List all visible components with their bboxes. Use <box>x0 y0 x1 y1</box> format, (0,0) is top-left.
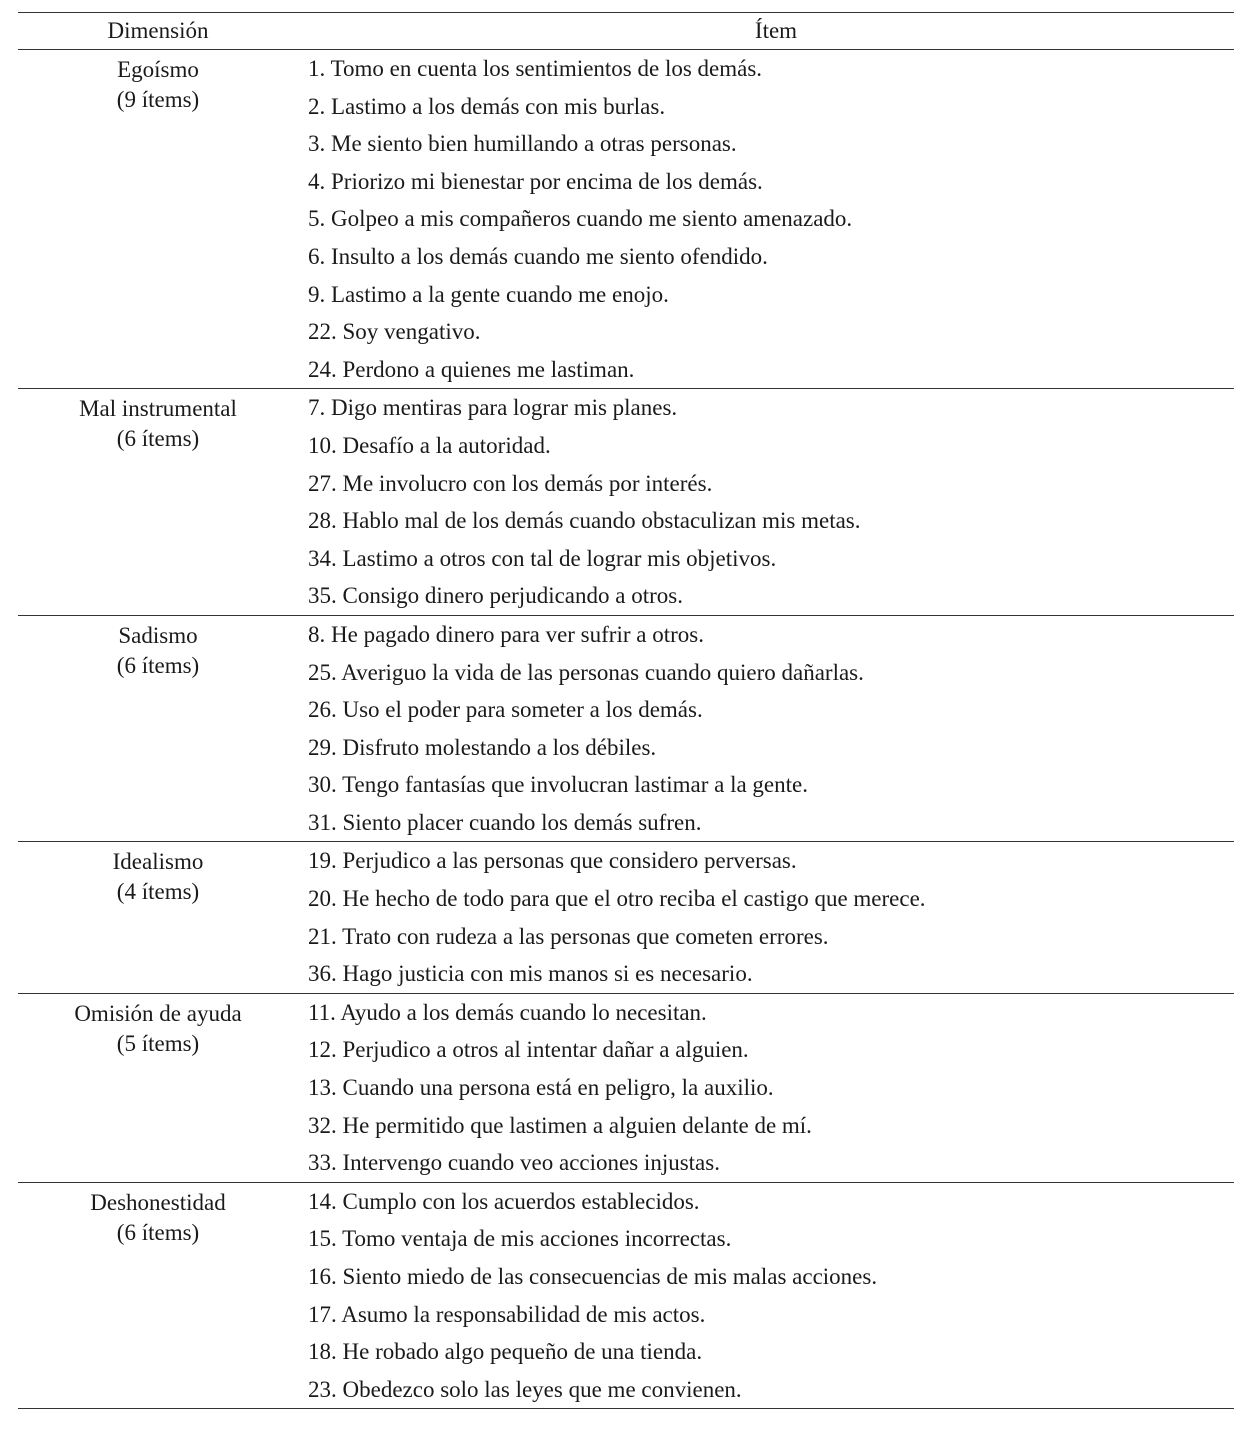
item-row: 1. Tomo en cuenta los sentimientos de los demás. <box>308 56 763 81</box>
dimension-group <box>18 616 1234 843</box>
item-row: 19. Perjudico a las personas que considero perversas. <box>308 848 797 874</box>
dimension-cell <box>18 50 298 388</box>
dimension-item-count: (5 ítems) <box>116 1030 200 1056</box>
item-row: 35. Consigo dinero perjudicando a otros. <box>308 583 683 609</box>
item-row: 28. Hablo mal de los demás cuando obstaculizan mis metas. <box>308 508 861 534</box>
item-row: 8. He pagado dinero para ver sufrir a otros. <box>308 621 704 647</box>
dimension-item-count: (6 ítems) <box>116 426 200 452</box>
table-body <box>18 50 1234 1408</box>
dimension-cell <box>18 389 298 615</box>
item-row: 13. Cuando una persona está en peligro, la auxilio. <box>308 1075 774 1101</box>
items-cell <box>298 842 1234 992</box>
item-row: 32. He permitido que lastimen a alguien delante de mí. <box>308 1112 812 1138</box>
item-row: 36. Hago justicia con mis manos si es necesario. <box>308 961 753 987</box>
dimension-name: Omisión de ayuda <box>74 1000 242 1026</box>
dimension-group <box>18 50 1234 389</box>
header-item: Ítem <box>754 18 798 43</box>
item-row: 21. Trato con rudeza a las personas que cometen errores. <box>308 923 829 949</box>
item-row: 27. Me involucro con los demás por interés. <box>308 470 713 496</box>
item-row: 5. Golpeo a mis compañeros cuando me siento amenazado. <box>308 206 853 232</box>
item-row: 3. Me siento bien humillando a otras personas. <box>308 131 737 157</box>
table-header-row <box>18 13 1234 50</box>
item-row: 23. Obedezco solo las leyes que me convienen. <box>308 1376 742 1402</box>
dimension-group <box>18 389 1234 616</box>
item-row: 34. Lastimo a otros con tal de lograr mis objetivos. <box>308 545 777 571</box>
item-row: 14. Cumplo con los acuerdos establecidos. <box>308 1188 700 1214</box>
dimension-name: Mal instrumental <box>79 396 237 422</box>
item-row: 30. Tengo fantasías que involucran lastimar a la gente. <box>308 772 808 798</box>
item-row: 26. Uso el poder para someter a los demás. <box>308 697 703 723</box>
item-row: 9. Lastimo a la gente cuando me enojo. <box>308 281 669 307</box>
dimension-item-count: (6 ítems) <box>116 1219 200 1245</box>
item-row: 25. Averiguo la vida de las personas cuando quiero dañarlas. <box>308 659 864 685</box>
items-table <box>18 12 1234 1409</box>
items-cell <box>298 389 1234 615</box>
dimension-cell <box>18 842 298 992</box>
item-row: 31. Siento placer cuando los demás sufren. <box>308 809 702 835</box>
dimension-name: Egoísmo <box>117 57 199 82</box>
dimension-item-count: (9 ítems) <box>116 87 200 112</box>
dimension-item-count: (6 ítems) <box>116 652 200 678</box>
dimension-name: Idealismo <box>112 849 204 875</box>
dimension-name: Deshonestidad <box>90 1189 226 1215</box>
item-row: 33. Intervengo cuando veo acciones injustas. <box>308 1150 720 1176</box>
dimension-item-count: (4 ítems) <box>116 879 200 905</box>
item-row: 12. Perjudico a otros al intentar dañar a alguien. <box>308 1037 749 1063</box>
item-row: 10. Desafío a la autoridad. <box>308 432 551 458</box>
dimension-group <box>18 842 1234 993</box>
item-row: 4. Priorizo mi bienestar por encima de los demás. <box>308 168 763 194</box>
dimension-group <box>18 1183 1234 1409</box>
header-dimension: Dimensión <box>107 18 209 43</box>
dimension-cell <box>18 1183 298 1409</box>
dimension-cell <box>18 994 298 1182</box>
items-cell <box>298 616 1234 842</box>
item-row: 7. Digo mentiras para lograr mis planes. <box>308 395 678 421</box>
item-row: 22. Soy vengativo. <box>308 319 481 345</box>
items-cell <box>298 994 1234 1182</box>
item-row: 11. Ayudo a los demás cuando lo necesitan. <box>308 999 707 1025</box>
item-row: 16. Siento miedo de las consecuencias de mis malas acciones. <box>308 1264 878 1289</box>
dimension-cell <box>18 616 298 842</box>
item-row: 2. Lastimo a los demás con mis burlas. <box>308 93 666 119</box>
dimension-name: Sadismo <box>118 622 198 648</box>
dimension-group <box>18 994 1234 1183</box>
items-cell <box>298 1183 1234 1409</box>
items-cell <box>298 50 1234 388</box>
item-row: 24. Perdono a quienes me lastiman. <box>308 356 635 382</box>
item-row: 18. He robado algo pequeño de una tienda. <box>308 1339 703 1365</box>
item-row: 17. Asumo la responsabilidad de mis actos. <box>308 1301 706 1327</box>
item-row: 6. Insulto a los demás cuando me siento ofendido. <box>308 243 768 269</box>
item-row: 20. He hecho de todo para que el otro reciba el castigo que merece. <box>308 886 926 912</box>
item-row: 29. Disfruto molestando a los débiles. <box>308 734 657 760</box>
item-row: 15. Tomo ventaja de mis acciones incorrectas. <box>308 1226 732 1252</box>
